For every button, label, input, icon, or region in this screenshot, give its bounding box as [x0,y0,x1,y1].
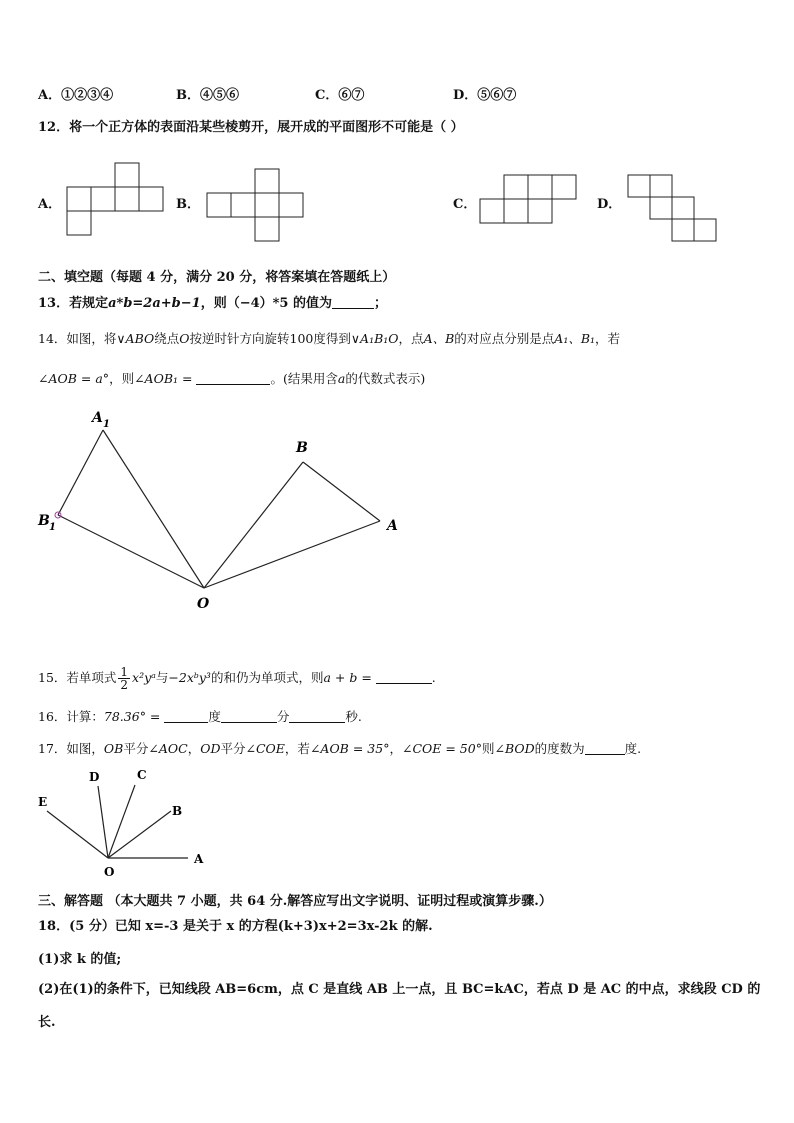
q14-answer-blank[interactable] [196,371,270,385]
q14-target-angle: ∠AOB₁ = [134,371,193,386]
rotation-figure [30,400,410,620]
q17-ray-ob: OB [103,741,124,756]
q17-text: 平分 [220,741,246,756]
q15-text: 与 [155,670,169,685]
ray-oc [108,785,135,858]
q14-text: ，则 [109,371,135,386]
net-figure-b [206,168,306,244]
q16-unit-degree: 度 [208,709,221,724]
q15-frac-den: 2 [120,678,129,692]
q17-text: 的度数为 [534,741,585,756]
label-b: B [172,804,183,818]
q17-angle-bod: ∠BOD [494,741,535,756]
label-d: D [89,770,100,784]
q18-part2-line2: 长. [38,1015,56,1030]
q11-option-d: D．⑤⑥⑦ [453,88,517,103]
q17-text: 则 [481,741,495,756]
q17-text: ， [187,741,201,756]
ray-od [98,786,108,858]
q18-part2-line1: (2)在(1)的条件下，已知线段 AB=6cm，点 C 是直线 AB 上一点，且 BC=kAC，若点 D 是 AC 的中点，求线段 CD 的 [38,982,761,997]
label-a: A [387,518,398,534]
q16-lead: 16．计算： [38,709,104,724]
q14-text: 。(结果用含 [270,371,338,386]
net-figure-c [479,174,579,226]
q15 [38,666,436,691]
q13-lead: 13．若规定 [38,296,109,311]
segment-b-a [303,462,380,521]
q14-point-o: O [179,331,190,346]
q13-mid: ，则（−4）*5 的值为 [200,296,332,311]
q15-term1: x²yᵃ [132,670,156,685]
q17-angle-aoc: ∠AOC [148,741,188,756]
q16-minute-blank[interactable] [221,709,277,723]
q14-condition: ∠AOB = a° [38,371,110,386]
label-a: A [194,852,204,866]
q18-stem: 18．(5 分）已知 x=-3 是关于 x 的方程(k+3)x+2=3x-2k 的解. [38,919,433,934]
q16-value: 78.36° = [103,709,161,724]
q14-degrees: 100 [289,331,314,346]
q15-answer-blank[interactable] [376,670,432,684]
q14-text: 的对应点分别是点 [454,331,555,346]
q13-def: a*b=2a+b−1 [108,296,201,311]
q14-text: 度得到 [313,331,351,346]
q17-condition1: ∠AOB = 35° [309,741,390,756]
label-o: O [197,596,210,612]
q17-condition2: ∠COE = 50° [401,741,482,756]
q17 [38,739,641,757]
q14-text: ，若 [595,331,621,346]
q14-text: 按逆时针方向旋转 [189,331,290,346]
q15-expr: a + b = [323,670,372,685]
label-a1: A [92,410,103,426]
label-b: B [296,440,308,456]
q18-part1: (1)求 k 的值; [38,952,122,967]
q12-label-d: D． [597,197,622,212]
q17-text: ，若 [284,741,310,756]
q12-stem: 12．将一个正方体的表面沿某些棱剪开，展开成的平面图形不可能是（ ） [38,120,464,135]
q14-points-ab: A、B [423,331,455,346]
q17-lead: 17．如图， [38,741,104,756]
q17-text: 平分 [123,741,149,756]
label-c: C [137,768,147,782]
angle-rays-figure [34,764,214,880]
label-b1: B [38,513,50,529]
q15-text: 的和仍为单项式，则 [210,670,324,685]
q14-line1 [38,329,620,347]
q14-alpha: a [337,371,346,386]
label-o: O [104,865,115,879]
q17-end: 度. [624,741,642,756]
q14-triangle-abo: ∨ABO [116,331,155,346]
label-e: E [38,795,48,809]
q15-frac-num: 1 [120,665,129,679]
q14-text: 的代数式表示) [345,371,426,386]
q14-triangle-a1b1o: ∨A₁B₁O [350,331,399,346]
q12-label-a: A． [38,197,62,212]
q15-end: . [431,670,436,685]
q14-points-a1b1: A₁、B₁ [554,331,596,346]
q17-angle-coe: ∠COE [245,741,285,756]
q17-ray-od: OD [200,741,221,756]
segment-b1-o [58,515,204,588]
q17-text: ， [389,741,402,756]
q16-unit-second: 秒. [345,709,362,724]
q11-option-c: C．⑥⑦ [315,88,365,103]
q14-line2 [38,369,425,387]
q16-degree-blank[interactable] [164,709,208,723]
q14-text: ，点 [398,331,424,346]
q12-label-c: C． [453,197,477,212]
q15-fraction [118,666,130,691]
q11-option-b: B．④⑤⑥ [176,88,239,103]
q16 [38,707,362,725]
q13-end: ； [374,296,388,311]
q11-option-a: A．①②③④ [38,88,114,103]
section2-heading: 二、填空题（每题 4 分，满分 20 分，将答案填在答题纸上） [38,270,396,285]
net-figure-d [627,174,723,244]
q14-text: 绕点 [154,331,180,346]
ray-ob [108,811,171,858]
section3-heading: 三、解答题 （本大题共 7 小题，共 64 分.解答应写出文字说明、证明过程或演算步骤.） [38,894,552,909]
net-figure-a [66,162,166,238]
q15-term2: −2xᵇy³ [168,670,211,685]
q17-answer-blank[interactable] [585,741,625,755]
ray-oe [47,811,108,858]
q16-second-blank[interactable] [289,709,345,723]
q16-unit-minute: 分 [276,709,290,724]
q12-label-b: B． [176,197,200,212]
q15-lead: 15．若单项式 [38,670,117,685]
q13 [38,292,387,311]
segment-a1-o [103,430,204,588]
q14-text: 14．如图，将 [38,331,117,346]
segment-a1-b1 [58,430,103,515]
label-a1-sub: 1 [103,419,110,430]
label-b1-sub: 1 [49,522,56,533]
q13-answer-blank[interactable] [332,295,374,309]
